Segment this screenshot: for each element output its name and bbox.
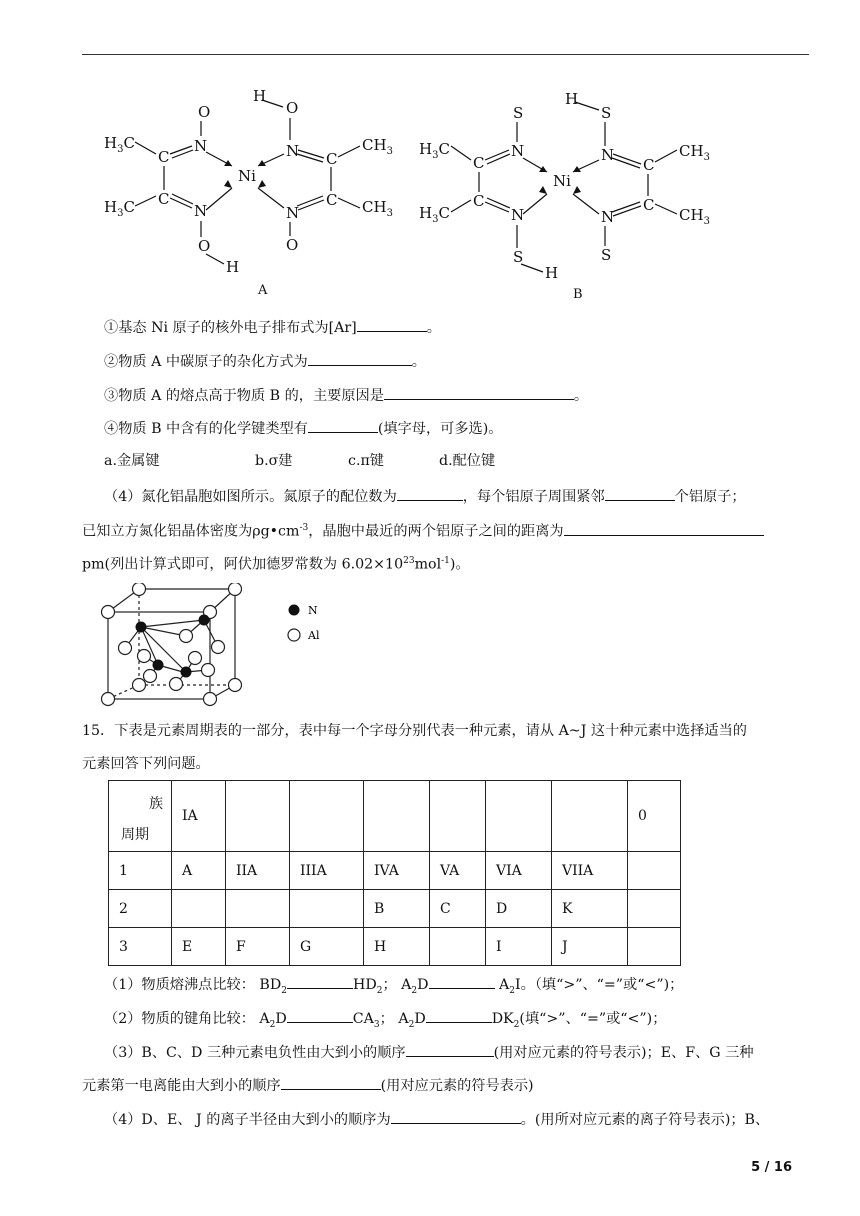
answer-blank[interactable] (429, 973, 495, 989)
atom-s: S (513, 248, 524, 266)
table-row (109, 928, 681, 966)
table-cell: IVA (364, 852, 430, 890)
atom-n: N (286, 204, 300, 222)
methyl-label: $CH_3$ (362, 136, 393, 157)
atom-h: H (545, 264, 559, 282)
methyl-label: $CH_3$ (362, 198, 393, 219)
structure-label: A (258, 283, 268, 298)
atom-n: N (286, 142, 300, 160)
answer-blank[interactable] (391, 1108, 521, 1124)
table-cell: C (430, 890, 486, 928)
table-cell: B (364, 890, 430, 928)
table-row (109, 890, 681, 928)
table-cell (290, 890, 364, 928)
legend-n-label: N (308, 604, 318, 617)
answer-blank[interactable] (287, 973, 353, 989)
aln-unit-cell-diagram (98, 583, 248, 709)
methyl-label: $H_3C$ (419, 140, 450, 161)
atom-n: N (601, 146, 615, 164)
table-cell (364, 781, 430, 852)
table-cell (226, 781, 290, 852)
answer-blank[interactable] (426, 1007, 492, 1023)
page-number: 5 / 16 (751, 1160, 792, 1175)
answer-blank[interactable] (281, 1074, 381, 1090)
atom-n: N (511, 206, 525, 224)
answer-blank[interactable] (564, 520, 764, 536)
table-cell (290, 781, 364, 852)
atom-n: N (511, 142, 525, 160)
table-cell (226, 890, 290, 928)
table-cell: 0 (628, 781, 681, 852)
option-b: b.σ建 (255, 453, 293, 469)
atom-n: N (194, 137, 208, 155)
methyl-label: $H_3C$ (419, 204, 450, 225)
table-cell: J (552, 928, 628, 966)
table-cell: IIIA (290, 852, 364, 890)
atom-o: O (286, 99, 299, 117)
table-cell: IA (172, 781, 226, 852)
question-15-line2: 元素回答下列问题。 (82, 756, 210, 772)
question-15-line1: 15．下表是元素周期表的一部分，表中每一个字母分别代表一种元素，请从 A~J 这十种元素中选择适当的 (82, 723, 747, 739)
atom-h: H (565, 90, 579, 108)
table-cell: A (172, 852, 226, 890)
atom-o: O (198, 103, 211, 121)
answer-blank[interactable] (384, 384, 574, 400)
atom-c: C (473, 154, 485, 172)
atom-o: O (286, 236, 299, 254)
table-cell: 2 (109, 890, 172, 928)
table-cell: G (290, 928, 364, 966)
answer-blank[interactable] (406, 1041, 494, 1057)
subquestion-2: （2）物质的键角比较： $A_2D$ $CA_3$； $A_2D$ $DK_2$(填“>”、“=”或“<”)； (104, 1007, 666, 1035)
atom-ni: Ni (238, 167, 256, 185)
legend-n-marker (289, 605, 300, 616)
atom-n: N (194, 202, 208, 220)
atom-ni: Ni (553, 172, 571, 190)
atom-c: C (158, 190, 170, 208)
table-cell (628, 890, 681, 928)
legend (284, 600, 334, 644)
structure-label: B (573, 287, 583, 302)
question-4: ④物质 B 中含有的化学键类型有 (填字母，可多选)。 (104, 417, 502, 439)
table-cell (628, 928, 681, 966)
table-cell (486, 781, 552, 852)
answer-blank[interactable] (308, 417, 378, 433)
table-cell: K (552, 890, 628, 928)
table-cell (430, 928, 486, 966)
methyl-label: $CH_3$ (679, 142, 710, 163)
subquestion-1: （1）物质熔沸点比较： $BD_2$ $HD_2$； $A_2D$ $A_2I$。（填“>”、“=”或“<”)； (104, 973, 683, 1001)
legend-al-marker (288, 629, 300, 641)
atom-c: C (643, 156, 655, 174)
table-cell (552, 781, 628, 852)
answer-blank[interactable] (287, 1007, 353, 1023)
option-a: a.金属键 (104, 453, 160, 469)
answer-blank[interactable] (357, 316, 427, 332)
table-cell: IIA (226, 852, 290, 890)
methyl-label: $H_3C$ (104, 134, 135, 155)
atom-s: S (601, 246, 612, 264)
table-cell: I (486, 928, 552, 966)
subquestion-3-line2: 元素第一电离能由大到小的顺序 (用对应元素的符号表示) (82, 1074, 534, 1096)
table-cell: VA (430, 852, 486, 890)
table-cell: D (486, 890, 552, 928)
atom-c: C (326, 191, 338, 209)
structure-a-diagram (98, 84, 408, 299)
question-2: ②物质 A 中碳原子的杂化方式为 。 (104, 350, 426, 372)
question-1: ①基态 Ni 原子的核外电子排布式为[Ar] 。 (104, 316, 441, 338)
atom-c: C (158, 148, 170, 166)
table-cell: H (364, 928, 430, 966)
table-cell: 3 (109, 928, 172, 966)
question-3: ③物质 A 的熔点高于物质 B 的，主要原因是 。 (104, 384, 588, 406)
structure-b-diagram (415, 88, 725, 303)
table-cell: E (172, 928, 226, 966)
header-rule (82, 54, 809, 55)
part4-line1: （4）氮化铝晶胞如图所示。氮原子的配位数为 ，每个铝原子周围紧邻 个铝原子； (104, 485, 746, 507)
atom-h: H (226, 258, 240, 276)
option-d: d.配位键 (439, 453, 496, 469)
table-cell (430, 781, 486, 852)
methyl-label: $H_3C$ (104, 198, 135, 219)
atom-n: N (601, 208, 615, 226)
subquestion-3-line1: （3）B、C、D 三种元素电负性由大到小的顺序 (用对应元素的符号表示)；E、F、G 三种 (104, 1041, 754, 1063)
atom-o: O (198, 237, 211, 255)
methyl-label: $CH_3$ (679, 206, 710, 227)
atom-c: C (473, 192, 485, 210)
table-cell: VIA (486, 852, 552, 890)
subquestion-4: （4）D、E、 J 的离子半径由大到小的顺序为 。(用所对应元素的离子符号表示)；B、 (104, 1108, 769, 1130)
legend-al-label: Al (308, 629, 320, 642)
table-corner-cell: 族 周期 (109, 781, 172, 852)
table-row (109, 852, 681, 890)
periodic-table (108, 780, 681, 966)
answer-blank[interactable] (397, 485, 463, 501)
table-cell: VIIA (552, 852, 628, 890)
part4-line2: 已知立方氮化铝晶体密度为$\rho g•cm^{-3}$，晶胞中最近的两个铝原子之间的距离为 (82, 518, 764, 542)
part4-line3: pm(列出计算式即可，阿伏加德罗常数为 $6.02\times 10^{23}mol^{-1}$)。 (82, 556, 470, 573)
table-cell: F (226, 928, 290, 966)
table-cell (172, 890, 226, 928)
answer-blank[interactable] (605, 485, 675, 501)
option-c: c.π键 (348, 453, 384, 469)
atom-s: S (601, 104, 612, 122)
answer-blank[interactable] (308, 350, 412, 366)
table-cell: 1 (109, 852, 172, 890)
atom-s: S (513, 104, 524, 122)
table-cell (628, 852, 681, 890)
atom-c: C (326, 150, 338, 168)
table-header-row (109, 781, 681, 852)
atom-c: C (643, 196, 655, 214)
atom-h: H (253, 87, 267, 105)
